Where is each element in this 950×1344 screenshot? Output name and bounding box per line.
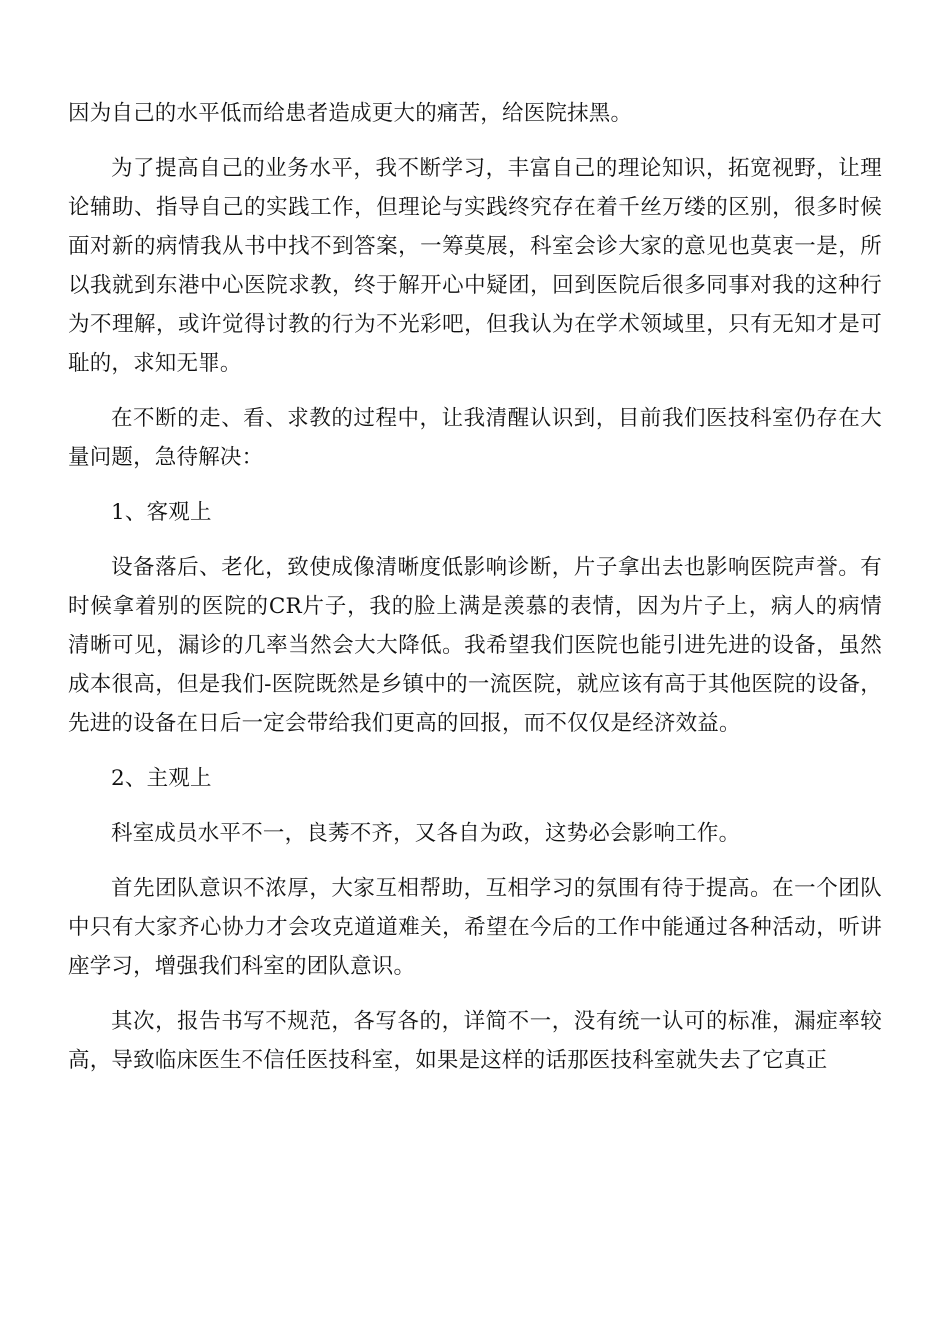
paragraph-1: 因为自己的水平低而给患者造成更大的痛苦，给医院抹黑。	[68, 101, 633, 126]
paragraph-4: 设备落后、老化，致使成像清晰度低影响诊断，片子拿出去也影响医院声誉。有时候拿着别的医院的CR片子，我的脸上满是羡慕的表情，因为片子上，病人的病情清晰可见，漏诊的几率当然会大大降低。我希望我们医院也能引进先进的设备，虽然成本很高，但是我们-医院既然是乡镇中的一流医院，就应该有高于其他医院的设备，先进的设备在日后一定会带给我们更高的回报，而不仅仅是经济效益。	[68, 555, 882, 736]
paragraph-2: 为了提高自己的业务水平，我不断学习，丰富自己的理论知识，拓宽视野，让理论辅助、指导自己的实践工作，但理论与实践终究存在着千丝万缕的区别，很多时候面对新的病情我从书中找不到答案，一筹莫展，科室会诊大家的意见也莫衷一是，所以我就到东港中心医院求教，终于解开心中疑团，回到医院后很多同事对我的这种行为不理解，或许觉得讨教的行为不光彩吧，但我认为在学术领域里，只有无知才是可耻的，求知无罪。	[68, 156, 882, 376]
paragraph-3: 在不断的走、看、求教的过程中，让我清醒认识到，目前我们医技科室仍存在大量问题，急待解决：	[68, 406, 882, 470]
section-heading-subjective: 2、主观上	[111, 766, 212, 791]
paragraph-7: 其次，报告书写不规范，各写各的，详简不一，没有统一认可的标准，漏症率较高，导致临床医生不信任医技科室，如果是这样的话那医技科室就失去了它真正	[68, 1009, 882, 1073]
section-heading-objective: 1、客观上	[111, 500, 212, 525]
paragraph-5: 科室成员水平不一，良莠不齐，又各自为政，这势必会影响工作。	[111, 821, 741, 846]
document-page	[68, 94, 882, 1096]
paragraph-6: 首先团队意识不浓厚，大家互相帮助，互相学习的氛围有待于提高。在一个团队中只有大家齐心协力才会攻克道道难关，希望在今后的工作中能通过各种活动，听讲座学习，增强我们科室的团队意识。	[68, 876, 882, 979]
